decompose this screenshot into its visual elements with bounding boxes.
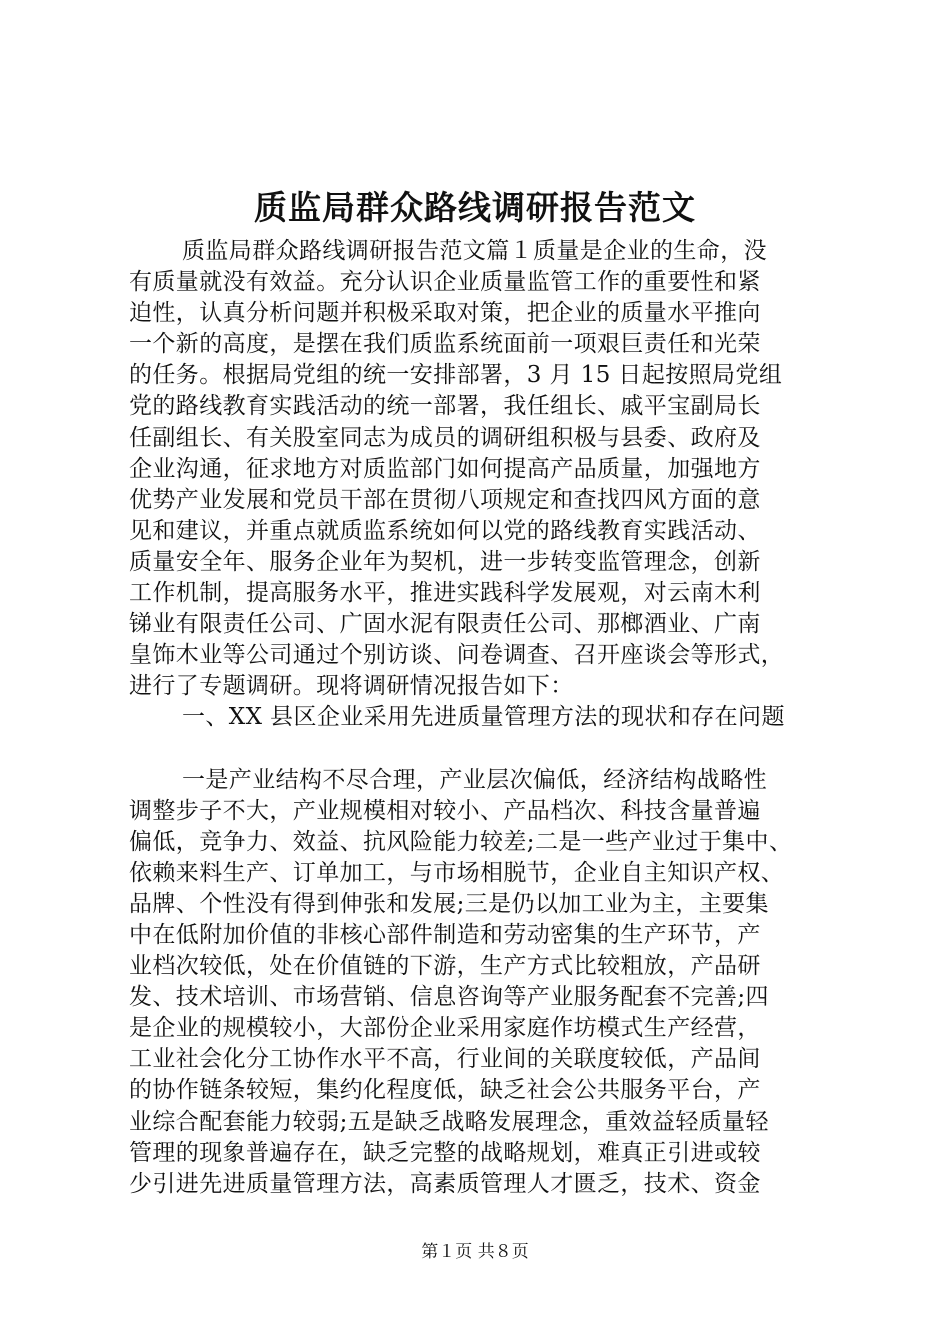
text-line: 锑业有限责任公司、广固水泥有限责任公司、那榔酒业、广南: [129, 611, 761, 638]
text-line: 任副组长、有关股室同志为成员的调研组积极与县委、政府及: [129, 424, 761, 451]
text-line: 进行了专题调研。现将调研情况报告如下：: [129, 673, 574, 700]
section-heading: 一、XX 县区企业采用先进质量管理方法的现状和存在问题: [182, 704, 785, 731]
page-number-footer: 第１页 共８页: [421, 1242, 529, 1262]
text-line: 质监局群众路线调研报告范文篇１质量是企业的生命，没: [182, 238, 767, 264]
text-line: 一个新的高度，是摆在我们质监系统面前一项艰巨责任和光荣: [129, 331, 761, 358]
text-line: 的协作链条较短，集约化程度低，缺乏社会公共服务平台，产: [129, 1077, 761, 1104]
text-line: 党的路线教育实践活动的统一部署，我任组长、戚平宝副局长: [129, 393, 761, 420]
text-line: 偏低，竞争力、效益、抗风险能力较差;二是一些产业过于集中、: [129, 828, 793, 855]
text-line: 皇饰木业等公司通过个别访谈、问卷调查、召开座谈会等形式，: [129, 642, 785, 669]
text-line: 迫性，认真分析问题并积极采取对策，把企业的质量水平推向: [129, 300, 761, 327]
text-line: 的任务。根据局党组的统一安排部署，3 月 15 日起按照局党组: [129, 362, 783, 389]
text-line: 工业社会化分工协作水平不高，行业间的关联度较低，产品间: [129, 1046, 761, 1073]
text-line: 业档次较低，处在价值链的下游，生产方式比较粗放，产品研: [129, 953, 761, 980]
text-line: 优势产业发展和党员干部在贯彻八项规定和查找四风方面的意: [129, 486, 761, 513]
text-line: 工作机制，提高服务水平，推进实践科学发展观，对云南木利: [129, 580, 761, 607]
document-body: [129, 236, 833, 1200]
text-line: 业综合配套能力较弱;五是缺乏战略发展理念，重效益轻质量轻: [129, 1108, 769, 1135]
text-line: 管理的现象普遍存在，缺乏完整的战略规划，难真正引进或较: [129, 1139, 761, 1166]
text-line: 有质量就没有效益。充分认识企业质量监管工作的重要性和紧: [129, 269, 761, 296]
text-line: 是企业的规模较小，大部份企业采用家庭作坊模式生产经营，: [129, 1015, 761, 1042]
text-line: 品牌、个性没有得到伸张和发展;三是仍以加工业为主，主要集: [129, 890, 769, 917]
blank-line: [129, 734, 833, 765]
text-line: 中在低附加价值的非核心部件制造和劳动密集的生产环节，产: [129, 921, 761, 948]
text-line: 企业沟通，征求地方对质监部门如何提高产品质量，加强地方: [129, 455, 761, 482]
text-line: 依赖来料生产、订单加工，与市场相脱节，企业自主知识产权、: [129, 859, 785, 886]
text-line: 见和建议，并重点就质监系统如何以党的路线教育实践活动、: [129, 517, 761, 544]
text-line: 质量安全年、服务企业年为契机，进一步转变监管理念，创新: [129, 548, 761, 575]
text-line: 调整步子不大，产业规模相对较小、产品档次、科技含量普遍: [129, 797, 761, 824]
text-line: 一是产业结构不尽合理，产业层次偏低，经济结构战略性: [182, 766, 767, 793]
document-title: 质监局群众路线调研报告范文: [254, 188, 696, 227]
text-line: 少引进先进质量管理方法，高素质管理人才匮乏，技术、资金: [129, 1170, 761, 1197]
text-line: 发、技术培训、市场营销、信息咨询等产业服务配套不完善;四: [129, 984, 769, 1011]
